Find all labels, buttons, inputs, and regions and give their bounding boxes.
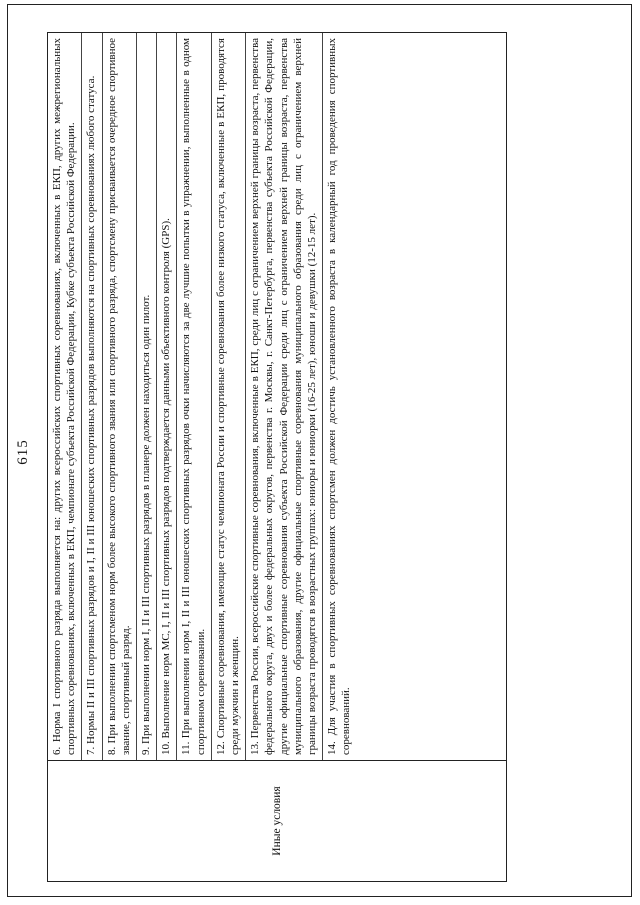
condition-item-10: 10. Выполнение норм МС, I, II и III спортивных разрядов подтверждается данными объективного контроля (GPS). <box>157 33 177 760</box>
conditions-table <box>47 32 507 882</box>
condition-item-6: 6. Норма I спортивного разряда выполняется на: других всероссийских спортивных соревнованиях, включенных в ЕКП, других межрегиональных спортивных соревнованиях, включенных в ЕКП, чемпионате субъекта Российской Федерации, Кубке субъекта Российской Федерации. <box>48 33 82 760</box>
page-number: 615 <box>15 439 31 465</box>
condition-item-12: 12. Спортивные соревнования, имеющие статус чемпионата России и спортивные соревнования более низкого статуса, включенные в ЕКП, проводятся среди мужчин и женщин. <box>212 33 246 760</box>
table-row <box>48 33 507 882</box>
items-cell <box>48 33 507 761</box>
condition-item-13: 13. Первенства России, всероссийские спортивные соревнования, включенные в ЕКП, среди лиц с ограничением верхней границы возраста, первенства федерального округа, двух и более федеральных округов, первенства г. Москвы, г. Санкт-Петербурга, первенства субъекта Российской Федерации, другие официальные спортивные соревнования субъекта Российской Федерации среди лиц с ограничением верхней границы возраста, первенства муниципального образования, другие официальные спортивные соревнования муниципального образования среди лиц с ограничением верхней границы возраста проводятся в возрастных группах: юниоры и юниорки (16-25 лет), юноши и девушки (12-15 лет). <box>246 33 323 760</box>
condition-item-14: 14. Для участия в спортивных соревнованиях спортсмен должен достичь установленного возраста в календарный год проведения спортивных соревнований. <box>326 38 353 755</box>
label-cell <box>48 761 507 882</box>
condition-item-8: 8. При выполнении спортсменом норм более высокого спортивного звания или спортивного разряда, спортсмену присваивается очередное спортивное звание, спортивный разряд. <box>103 33 137 760</box>
condition-item-11: 11. При выполнении норм I, II и III юношеских спортивных разрядов очки начисляются за две лучшие попытки в упражнении, выполненные в одном спортивном соревновании. <box>177 33 211 760</box>
condition-item-7: 7. Нормы II и III спортивных разрядов и I, II и III юношеских спортивных разрядов выполняются на спортивных соревнованиях любого статуса. <box>82 33 102 760</box>
rotated-content <box>15 22 625 882</box>
condition-item-9: 9. При выполнении норм I, II и III спортивных разрядов в планере должен находиться один пилот. <box>137 33 157 760</box>
row-label: Иные условия <box>271 786 283 856</box>
